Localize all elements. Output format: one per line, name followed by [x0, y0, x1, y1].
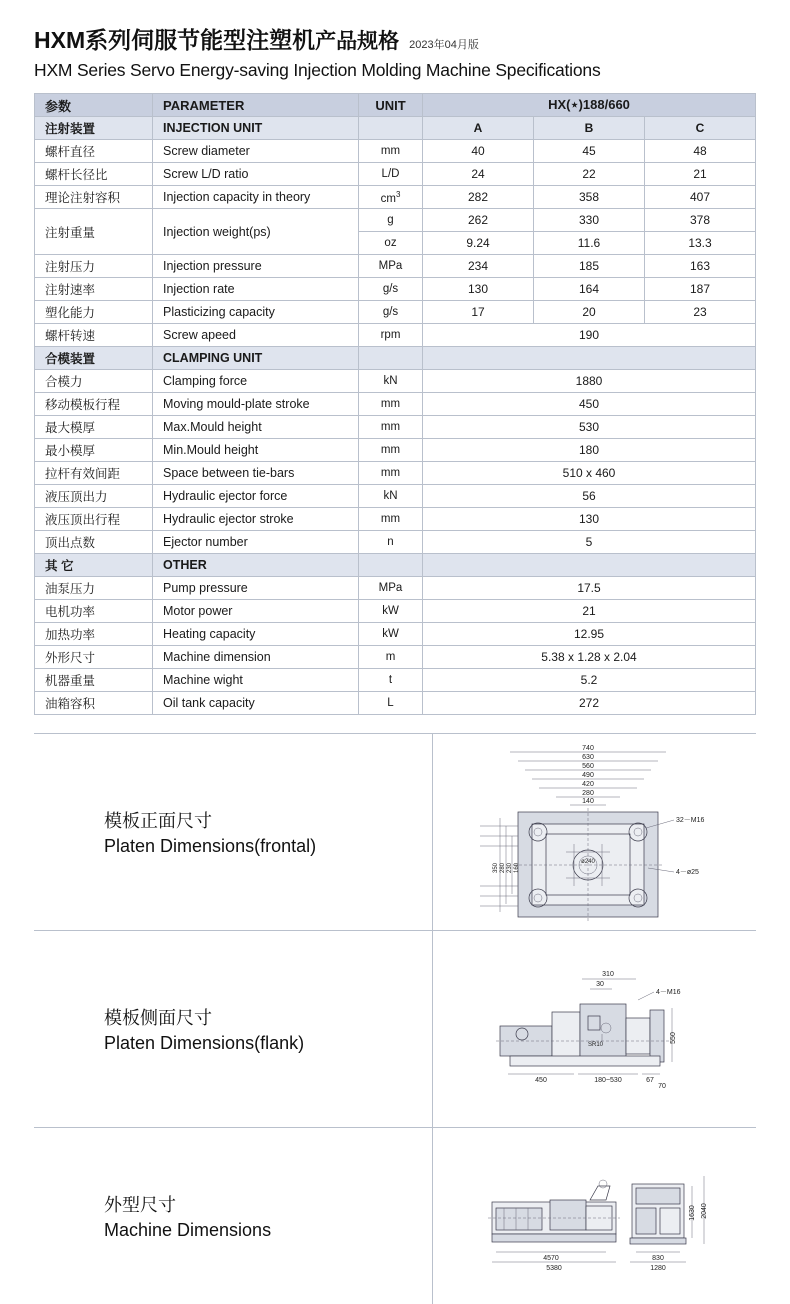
table-row: [35, 462, 756, 485]
row-unit: mm: [359, 508, 423, 531]
title-cn-main: HXM系列伺服节能型注塑机: [34, 27, 316, 53]
row-unit: g/s: [359, 278, 423, 301]
document-date: 2023年04月版: [409, 39, 479, 51]
row-cn: 螺杆长径比: [35, 163, 153, 186]
table-row: [35, 163, 756, 186]
table-row: [35, 416, 756, 439]
row-value-c: 21: [645, 163, 756, 186]
dim-67: 67: [645, 1077, 654, 1084]
row-en: Ejector number: [153, 531, 359, 554]
row-value-c: 407: [645, 186, 756, 209]
row-en: Heating capacity: [153, 623, 359, 646]
row-value-merged: 180: [423, 439, 756, 462]
section-row-clamping: [35, 347, 756, 370]
row-en: Injection weight(ps): [153, 209, 359, 255]
row-cn: 合模力: [35, 370, 153, 393]
row-en: Pump pressure: [153, 577, 359, 600]
section-unit: [359, 117, 423, 140]
variant-a: A: [423, 117, 534, 140]
dim-32-M16: 32－M16: [675, 816, 704, 824]
table-row: [35, 508, 756, 531]
figure-label-machine: [34, 1191, 432, 1241]
row-value-merged: 12.95: [423, 623, 756, 646]
table-row: [35, 600, 756, 623]
row-unit: kW: [359, 623, 423, 646]
row-cn: 移动模板行程: [35, 393, 153, 416]
dim-4-o25: 4－ø25: [675, 868, 699, 876]
row-cn: 顶出点数: [35, 531, 153, 554]
dim-310: 310: [601, 971, 614, 978]
row-value-c: 187: [645, 278, 756, 301]
figure-image-frontal: [432, 734, 756, 930]
section-row-injection: [35, 117, 756, 140]
row-unit: g: [359, 209, 423, 232]
row-en: Injection capacity in theory: [153, 186, 359, 209]
dim-490: 490: [581, 771, 594, 779]
row-cn: 液压顶出行程: [35, 508, 153, 531]
row-cn: 机器重量: [35, 669, 153, 692]
row-unit: L: [359, 692, 423, 715]
dim-4-M16: 4－M16: [655, 989, 681, 996]
row-cn: 油泵压力: [35, 577, 153, 600]
row-cn: 注射压力: [35, 255, 153, 278]
dim-2040: 2040: [700, 1203, 708, 1219]
row-cn: 螺杆转速: [35, 324, 153, 347]
row-en: Screw apeed: [153, 324, 359, 347]
dim-SR10: SR10: [587, 1042, 603, 1048]
section-cn: 其 它: [35, 554, 153, 577]
header-cell-unit: UNIT: [359, 94, 423, 117]
row-en: Machine dimension: [153, 646, 359, 669]
header-cell-en: PARAMETER: [153, 94, 359, 117]
row-value-merged: 5: [423, 531, 756, 554]
row-unit: mm: [359, 140, 423, 163]
dim-160: 160: [513, 862, 520, 873]
row-unit: kN: [359, 370, 423, 393]
row-value-c: 163: [645, 255, 756, 278]
row-cn: 最小模厚: [35, 439, 153, 462]
dim-180-530: 180~530: [593, 1077, 622, 1084]
dim-4570: 4570: [542, 1255, 559, 1262]
figure-en: Platen Dimensions(flank): [104, 1033, 305, 1053]
row-unit: mm: [359, 439, 423, 462]
figure-en: Machine Dimensions: [104, 1220, 272, 1240]
row-value-merged: 190: [423, 324, 756, 347]
row-value-b: 45: [534, 140, 645, 163]
section-en: CLAMPING UNIT: [153, 347, 359, 370]
row-value-merged: 5.2: [423, 669, 756, 692]
section-values: [423, 554, 756, 577]
title-en: HXM Series Servo Energy-saving Injection Molding Machine Specifications: [34, 60, 601, 80]
dim-630: 630: [581, 753, 594, 761]
section-row-other: [35, 554, 756, 577]
dim-70: 70: [657, 1083, 666, 1090]
section-unit: [359, 554, 423, 577]
row-cn: 油箱容积: [35, 692, 153, 715]
figure-cn: 模板正面尺寸: [104, 811, 212, 831]
table-row: [35, 370, 756, 393]
row-value-b: 358: [534, 186, 645, 209]
document-header: [34, 0, 756, 81]
dim-740: 740: [581, 744, 594, 752]
dim-5380: 5380: [545, 1265, 562, 1272]
dim-30: 30: [595, 981, 604, 988]
table-row: [35, 669, 756, 692]
row-unit: oz: [359, 232, 423, 255]
row-value-a: 17: [423, 301, 534, 324]
figure-label-frontal: [34, 807, 432, 857]
row-unit: m: [359, 646, 423, 669]
table-row: [35, 186, 756, 209]
row-en: Oil tank capacity: [153, 692, 359, 715]
row-unit: kN: [359, 485, 423, 508]
row-en: Clamping force: [153, 370, 359, 393]
row-value-merged: 530: [423, 416, 756, 439]
table-header-row: [35, 94, 756, 117]
dim-560: 560: [581, 762, 594, 770]
row-value-a: 282: [423, 186, 534, 209]
row-value-merged: 21: [423, 600, 756, 623]
row-value-a: 40: [423, 140, 534, 163]
row-en: Min.Mould height: [153, 439, 359, 462]
figure-cn: 模板侧面尺寸: [104, 1008, 212, 1028]
row-unit: t: [359, 669, 423, 692]
title-line: [34, 22, 756, 55]
section-unit: [359, 347, 423, 370]
dim-450: 450: [534, 1077, 547, 1084]
row-value-b: 11.6: [534, 232, 645, 255]
row-cn: 电机功率: [35, 600, 153, 623]
table-row: [35, 439, 756, 462]
row-en: Screw diameter: [153, 140, 359, 163]
section-cn: 注射装置: [35, 117, 153, 140]
row-en: Hydraulic ejector stroke: [153, 508, 359, 531]
row-en: Moving mould-plate stroke: [153, 393, 359, 416]
dim-830: 830: [651, 1255, 664, 1262]
dim-o240: ø240: [580, 858, 595, 865]
row-value-b: 185: [534, 255, 645, 278]
table-row: [35, 301, 756, 324]
table-row: [35, 577, 756, 600]
table-row: [35, 646, 756, 669]
row-value-b: 22: [534, 163, 645, 186]
row-value-b: 20: [534, 301, 645, 324]
row-unit: MPa: [359, 577, 423, 600]
section-values: [423, 347, 756, 370]
row-value-merged: 450: [423, 393, 756, 416]
figure-row-machine: [34, 1127, 756, 1304]
dim-1280: 1280: [649, 1265, 666, 1272]
row-value-c: 378: [645, 209, 756, 232]
row-unit: MPa: [359, 255, 423, 278]
row-value-a: 130: [423, 278, 534, 301]
row-value-merged: 5.38 x 1.28 x 2.04: [423, 646, 756, 669]
row-value-merged: 272: [423, 692, 756, 715]
table-row: [35, 485, 756, 508]
table-row: [35, 255, 756, 278]
row-cn: 理论注射容积: [35, 186, 153, 209]
row-cn: 塑化能力: [35, 301, 153, 324]
table-row: [35, 278, 756, 301]
table-row: [35, 140, 756, 163]
section-cn: 合模装置: [35, 347, 153, 370]
figures-section: [34, 733, 756, 1304]
dim-140: 140: [581, 797, 594, 805]
dim-350: 350: [492, 862, 499, 873]
row-en: Injection rate: [153, 278, 359, 301]
row-en: Plasticizing capacity: [153, 301, 359, 324]
row-cn: 外形尺寸: [35, 646, 153, 669]
row-cn: 注射重量: [35, 209, 153, 255]
section-en: INJECTION UNIT: [153, 117, 359, 140]
specifications-table: [34, 93, 756, 715]
section-en: OTHER: [153, 554, 359, 577]
row-value-merged: 510 x 460: [423, 462, 756, 485]
row-cn: 拉杆有效间距: [35, 462, 153, 485]
row-en: Space between tie-bars: [153, 462, 359, 485]
row-value-merged: 1880: [423, 370, 756, 393]
table-row: [35, 692, 756, 715]
row-unit: mm: [359, 416, 423, 439]
figure-image-machine: [432, 1128, 756, 1304]
figure-cn: 外型尺寸: [104, 1195, 176, 1215]
row-value-a: 24: [423, 163, 534, 186]
row-cn: 注射速率: [35, 278, 153, 301]
unit-base: cm: [380, 192, 396, 205]
row-unit: g/s: [359, 301, 423, 324]
row-value-merged: 130: [423, 508, 756, 531]
row-en: Max.Mould height: [153, 416, 359, 439]
variant-b: B: [534, 117, 645, 140]
dim-1630: 1630: [688, 1205, 696, 1221]
row-value-a: 262: [423, 209, 534, 232]
row-en: Motor power: [153, 600, 359, 623]
row-en: Screw L/D ratio: [153, 163, 359, 186]
dim-280: 280: [499, 862, 506, 873]
row-cn: 液压顶出力: [35, 485, 153, 508]
row-value-b: 330: [534, 209, 645, 232]
row-en: Injection pressure: [153, 255, 359, 278]
row-unit: n: [359, 531, 423, 554]
row-unit: L/D: [359, 163, 423, 186]
row-unit: mm: [359, 462, 423, 485]
row-value-a: 234: [423, 255, 534, 278]
row-cn: 螺杆直径: [35, 140, 153, 163]
figure-image-flank: [432, 931, 756, 1127]
dim-230: 230: [506, 862, 513, 873]
header-cell-cn: 参数: [35, 94, 153, 117]
figure-en: Platen Dimensions(frontal): [104, 836, 317, 856]
dim-550: 550: [669, 1032, 677, 1044]
row-value-c: 48: [645, 140, 756, 163]
figure-row-frontal: [34, 733, 756, 930]
figure-label-flank: [34, 1004, 432, 1054]
variant-c: C: [645, 117, 756, 140]
row-en: Machine wight: [153, 669, 359, 692]
row-value-c: 13.3: [645, 232, 756, 255]
unit-superscript: 3: [395, 189, 401, 199]
row-value-b: 164: [534, 278, 645, 301]
row-unit: mm: [359, 393, 423, 416]
table-row: [35, 324, 756, 347]
table-row: [35, 531, 756, 554]
row-value-c: 23: [645, 301, 756, 324]
row-unit: [359, 186, 423, 209]
dim-280: 280: [581, 789, 594, 797]
table-row: [35, 209, 756, 232]
row-value-a: 9.24: [423, 232, 534, 255]
row-en: Hydraulic ejector force: [153, 485, 359, 508]
row-unit: kW: [359, 600, 423, 623]
header-cell-model: HX(⋆)188/660: [423, 94, 756, 117]
row-value-merged: 56: [423, 485, 756, 508]
title-cn-sub: 产品规格: [315, 30, 400, 53]
row-value-merged: 17.5: [423, 577, 756, 600]
table-row: [35, 623, 756, 646]
row-cn: 加热功率: [35, 623, 153, 646]
table-row: [35, 393, 756, 416]
row-cn: 最大模厚: [35, 416, 153, 439]
row-unit: rpm: [359, 324, 423, 347]
figure-row-flank: [34, 930, 756, 1127]
dim-420: 420: [581, 780, 594, 788]
